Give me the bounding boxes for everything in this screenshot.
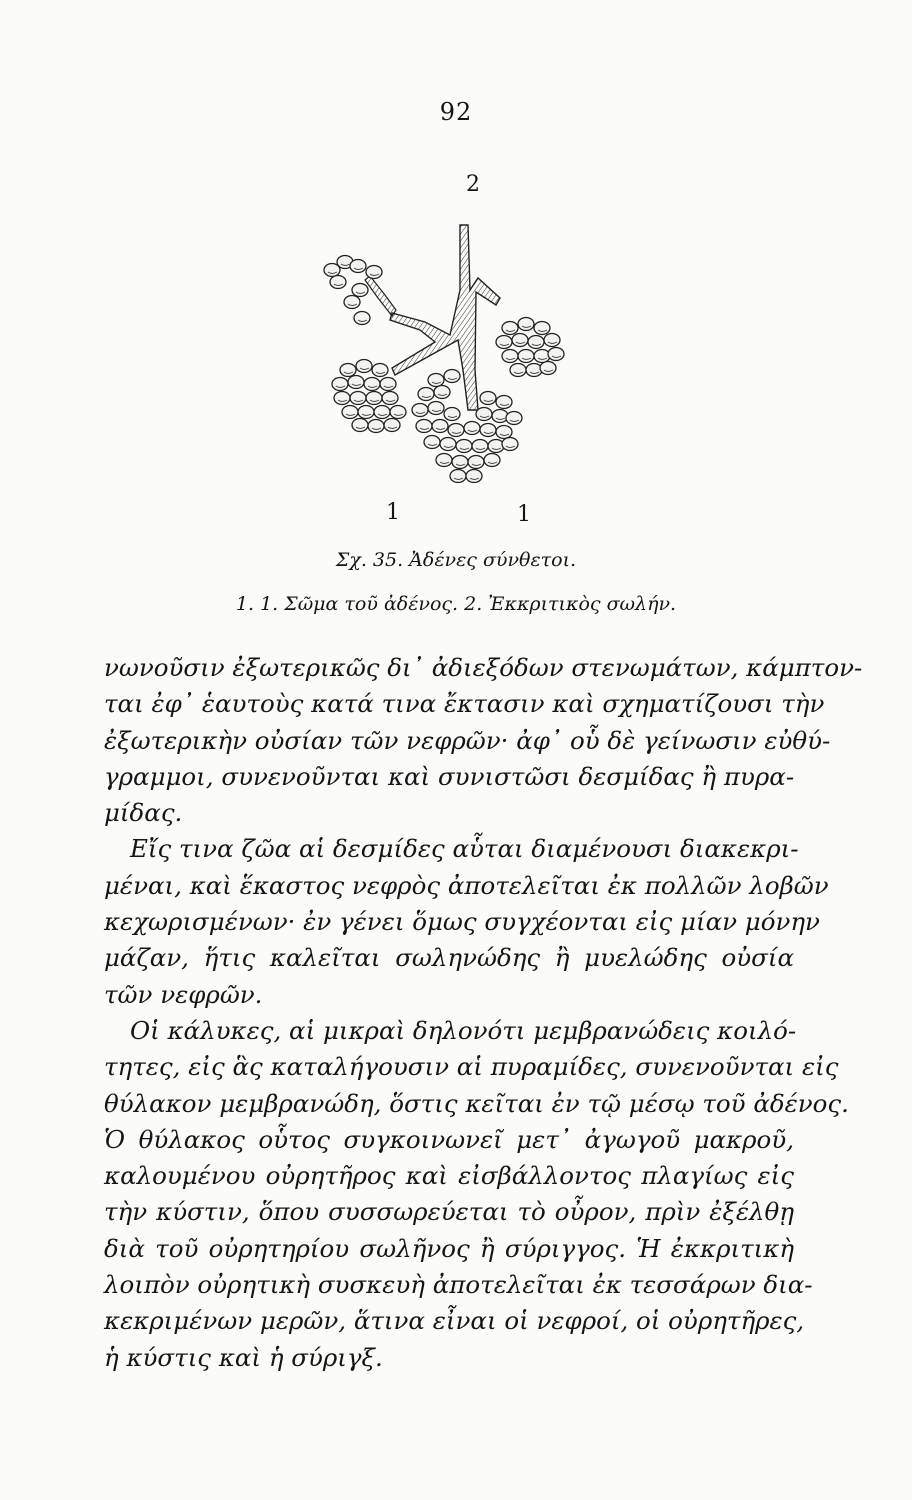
page-number: 92 [439, 98, 473, 126]
text-line: νωνοῦσιν ἐξωτερικῶς δι᾽ ἀδιεξόδων στενωμάτων, κάμπτον- [104, 653, 863, 682]
text-line: λοιπὸν οὐρητικὴ συσκευὴ ἀποτελεῖται ἐκ τεσσάρων δια- [104, 1270, 813, 1300]
figure-legend: 1. 1. Σῶμα τοῦ ἀδένος. 2. Ἐκκριτικὸς σωλήν. [235, 593, 677, 615]
text-line: τὴν κύστιν, ὅπου συσσωρεύεται τὸ οὖρον, πρὶν ἐξέλθῃ [104, 1197, 794, 1227]
figure-caption: Σχ. 35. Ἀδένες σύνθετοι. [335, 549, 577, 571]
lobule-cluster-right [496, 318, 564, 377]
figure-label-body-left: 1 [386, 500, 400, 525]
paragraph [104, 1013, 849, 1376]
text-line: Οἱ κάλυκες, αἱ μικραὶ δηλονότι μεμβρανώδεις κοιλό- [130, 1015, 797, 1045]
text-line: ἐξωτερικὴν οὐσίαν τῶν νεφρῶν· ἀφ᾽ οὗ δὲ γείνωσιν εὐθύ- [104, 725, 831, 755]
text-line: μάζαν, ἥτις καλεῖται σωληνώδης ἢ μυελώδης οὐσία [104, 943, 794, 973]
text-line: ται ἐφ᾽ ἑαυτοὺς κατά τινα ἔκτασιν καὶ σχηματίζουσι τὴν [104, 689, 825, 719]
text-line: κεκριμένων μερῶν, ἅτινα εἶναι οἱ νεφροί, οἱ οὐρητῆρες, [104, 1306, 805, 1336]
figure-label-body-right: 1 [517, 502, 531, 527]
text-line: κεχωρισμένων· ἐν γένει ὅμως συγχέονται εἰς μίαν μόνην [104, 907, 820, 937]
text-line: Εἴς τινα ζῶα αἱ δεσμίδες αὗται διαμένουσι διακεκρι- [130, 834, 799, 864]
text-line: Ὁ θύλακος οὗτος συγκοινωνεῖ μετ᾽ ἀγωγοῦ μακροῦ, [104, 1124, 794, 1154]
text-line: τητες, εἰς ἃς καταλήγουσιν αἱ πυραμίδες, συνενοῦνται εἰς [104, 1052, 839, 1082]
text-line: μέναι, καὶ ἕκαστος νεφρὸς ἀποτελεῖται ἐκ πολλῶν λοβῶν [104, 870, 829, 900]
paragraph [104, 831, 829, 1012]
text-line: γραμμοι, συνενοῦνται καὶ συνιστῶσι δεσμίδας ἢ πυρα- [104, 761, 795, 791]
text-line: ἡ κύστις καὶ ἡ σύριγξ. [104, 1342, 383, 1372]
paragraph [104, 650, 863, 831]
text-line: τῶν νεφρῶν. [104, 979, 263, 1009]
text-line: μίδας. [104, 798, 183, 828]
gland-illustration [300, 170, 600, 530]
text-line: καλουμένου οὐρητῆρος καὶ εἰσβάλλοντος πλαγίως εἰς [104, 1161, 794, 1191]
figure-label-duct: 2 [466, 172, 480, 197]
text-line: θύλακον μεμβρανώδη, ὅστις κεῖται ἐν τῷ μέσῳ τοῦ ἀδένος. [104, 1088, 849, 1118]
text-line: διὰ τοῦ οὐρητηρίου σωλῆνος ἢ σύριγγος. Ἡ ἐκκριτικὴ [104, 1233, 794, 1263]
body-text [104, 650, 863, 1376]
